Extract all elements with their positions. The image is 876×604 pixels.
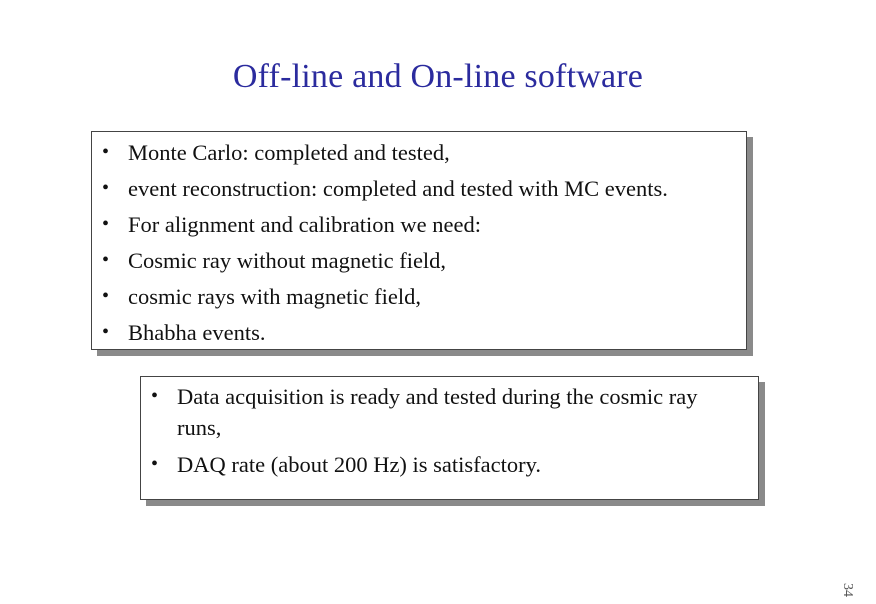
bullet-icon: • [102,285,110,307]
bullet-icon: • [151,453,159,475]
bullet-icon: • [102,213,110,235]
list-item [149,449,758,480]
list-item [100,317,746,348]
list-item [100,209,746,240]
list-item-text: cosmic rays with magnetic field, [128,284,422,309]
offline-bullet-list [100,137,746,348]
offline-software-box [91,131,747,350]
online-bullet-list [149,381,758,480]
list-item-text: Cosmic ray without magnetic field, [128,248,447,273]
list-item-text: DAQ rate (about 200 Hz) is satisfactory. [177,452,542,477]
list-item-text: Data acquisition is ready and tested during the cosmic ray runs, [177,384,698,440]
list-item [100,281,746,312]
bullet-icon: • [102,177,110,199]
page-number: 34 [840,583,855,597]
list-item [100,245,746,276]
list-item-text: event reconstruction: completed and tested with MC events. [128,176,668,201]
slide-title: Off-line and On-line software [232,58,644,95]
bullet-icon: • [102,249,110,271]
bullet-icon: • [151,385,159,407]
list-item [100,173,746,204]
bullet-icon: • [102,321,110,343]
list-item-text: Monte Carlo: completed and tested, [128,140,450,165]
list-item-text: For alignment and calibration we need: [128,212,482,237]
list-item-text: Bhabha events. [128,320,266,345]
list-item [100,137,746,168]
online-software-box [140,376,759,500]
list-item [149,381,758,443]
bullet-icon: • [102,141,110,163]
